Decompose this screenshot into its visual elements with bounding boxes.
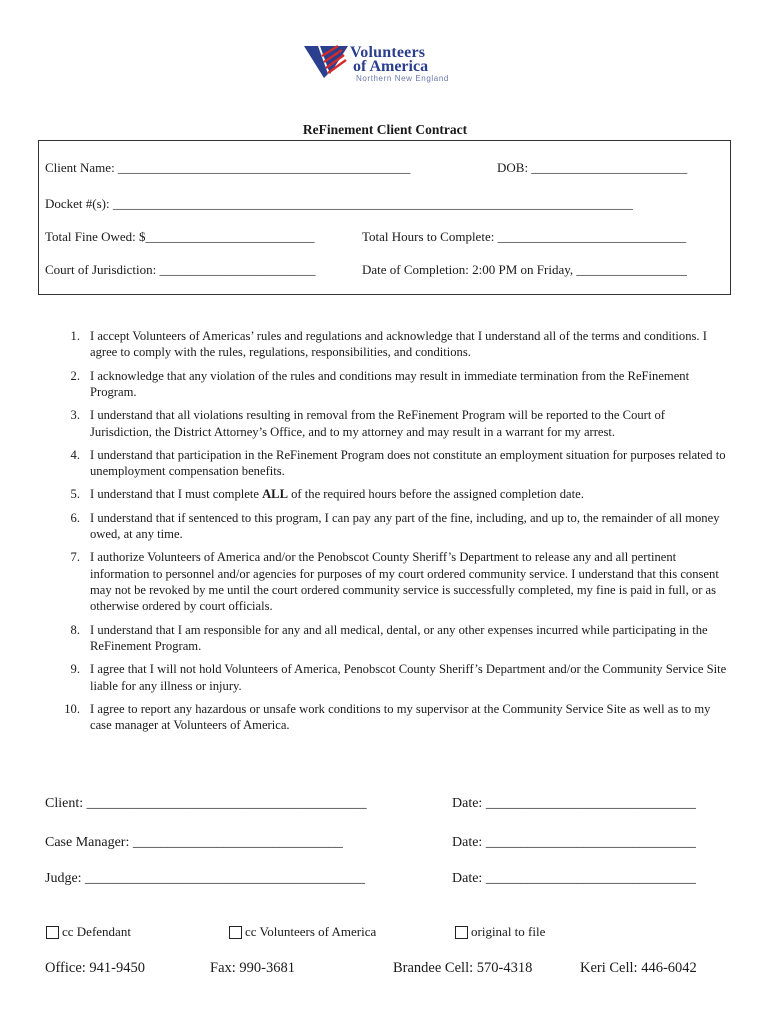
case-manager-signature-field[interactable]: Case Manager: ______________________________: [45, 835, 343, 850]
client-signature-field[interactable]: Client: ________________________________________: [45, 796, 367, 811]
term-text-before: I understand that I must complete: [90, 487, 263, 502]
term-text: I understand that if sentenced to this program, I can pay any part of the fine, including, and up to, the remainder of all money owed, at any time.: [90, 510, 720, 542]
logo-subtitle: Northern New England: [356, 74, 449, 83]
term-item: [46, 549, 730, 615]
office-phone: Office: 941-9450: [45, 960, 145, 976]
voa-flag-icon: [304, 44, 352, 80]
docket-field[interactable]: Docket #(s): ________________________________________________________________________________: [45, 196, 633, 211]
case-manager-date-field[interactable]: Date: ______________________________: [452, 835, 696, 850]
original-to-file-option[interactable]: [455, 924, 545, 940]
term-item: [46, 622, 730, 655]
cc-voa-checkbox[interactable]: [229, 926, 242, 939]
term-number: 1.: [70, 329, 80, 343]
fax-number: Fax: 990-3681: [210, 960, 295, 976]
term-item: [46, 661, 730, 694]
term-text: I agree that I will not hold Volunteers of America, Penobscot County Sheriff’s Department and/or the Community Service Site liable for any illness or injury.: [90, 662, 727, 693]
cc-voa-label: cc Volunteers of America: [245, 924, 377, 939]
client-date-field[interactable]: Date: ______________________________: [452, 796, 696, 811]
cc-defendant-checkbox[interactable]: [46, 926, 59, 939]
term-text: I understand that I am responsible for any and all medical, dental, or any other expenses incurred while participating in the ReFinement Program.: [90, 622, 708, 654]
dob-field[interactable]: DOB: ________________________: [497, 160, 688, 175]
page-title: ReFinement Client Contract: [302, 122, 468, 137]
completion-date-field[interactable]: Date of Completion: 2:00 PM on Friday, _________________: [362, 262, 687, 277]
term-item: [46, 447, 730, 480]
logo-line-2: of America: [353, 58, 429, 75]
terms-list: [46, 328, 730, 741]
term-number: 5.: [70, 487, 80, 502]
logo-wordmark: [350, 46, 428, 74]
client-name-field[interactable]: Client Name: _____________________________________________: [45, 160, 411, 175]
term-text: I understand that all violations resulting in removal from the ReFinement Program will be reported to the Court of Jurisdiction, the District Attorney’s Office, and to my attorney and may result in a warrant for my arrest.: [90, 408, 665, 439]
fine-owed-field[interactable]: Total Fine Owed: $__________________________: [45, 229, 315, 244]
term-number: 9.: [70, 662, 80, 677]
term-number: 8.: [70, 622, 80, 637]
original-to-file-checkbox[interactable]: [455, 926, 468, 939]
keri-cell: Keri Cell: 446-6042: [580, 960, 697, 976]
cc-voa-option[interactable]: [229, 924, 376, 940]
term-item: [46, 328, 730, 361]
term-item: [46, 510, 730, 543]
term-item: [46, 407, 730, 440]
original-to-file-label: original to file: [471, 924, 546, 939]
term-text-bold: ALL: [262, 487, 288, 502]
term-item: [46, 701, 730, 734]
logo-line-1: Volunteers: [350, 44, 426, 61]
court-field[interactable]: Court of Jurisdiction: ________________________: [45, 262, 316, 277]
term-text: I acknowledge that any violation of the rules and conditions may result in immediate termination from the ReFinement Program.: [90, 368, 690, 400]
term-item: [46, 486, 730, 502]
term-text: I agree to report any hazardous or unsafe work conditions to my supervisor at the Community Service Site as well as to my case manager at Volunteers of America.: [90, 701, 711, 733]
term-text-after: of the required hours before the assigned completion date.: [287, 487, 584, 502]
term-number: 7.: [70, 550, 80, 565]
term-number: 2.: [70, 368, 80, 383]
term-text: I accept Volunteers of Americas’ rules and regulations and acknowledge that I understand all of the terms and conditions. I agree to comply with the rules, regulations, responsibilities, and conditions.: [90, 329, 707, 360]
cc-defendant-option[interactable]: [46, 924, 131, 940]
total-hours-field[interactable]: Total Hours to Complete: _____________________________: [362, 229, 687, 244]
term-text: I authorize Volunteers of America and/or the Penobscot County Sheriff’s Department to release any and all pertinent information to personnel and/or agencies for purposes of my court ordered community service. I understand that this consent may not be revoked by me until the court ordered community service is successfully completed, my fine is paid in full, or as otherwise ordered by court officials.: [90, 550, 719, 614]
brandee-cell: Brandee Cell: 570-4318: [393, 960, 533, 976]
term-number: 10.: [64, 701, 80, 716]
judge-signature-field[interactable]: Judge: ________________________________________: [45, 871, 366, 886]
term-number: 3.: [70, 408, 80, 423]
term-number: 4.: [70, 447, 80, 462]
term-number: 6.: [70, 510, 80, 525]
judge-date-field[interactable]: Date: ______________________________: [452, 871, 696, 886]
cc-defendant-label: cc Defendant: [62, 924, 131, 939]
term-item: [46, 368, 730, 401]
term-text: I understand that participation in the ReFinement Program does not constitute an employment situation for purposes related to unemployment compensation benefits.: [90, 447, 726, 479]
